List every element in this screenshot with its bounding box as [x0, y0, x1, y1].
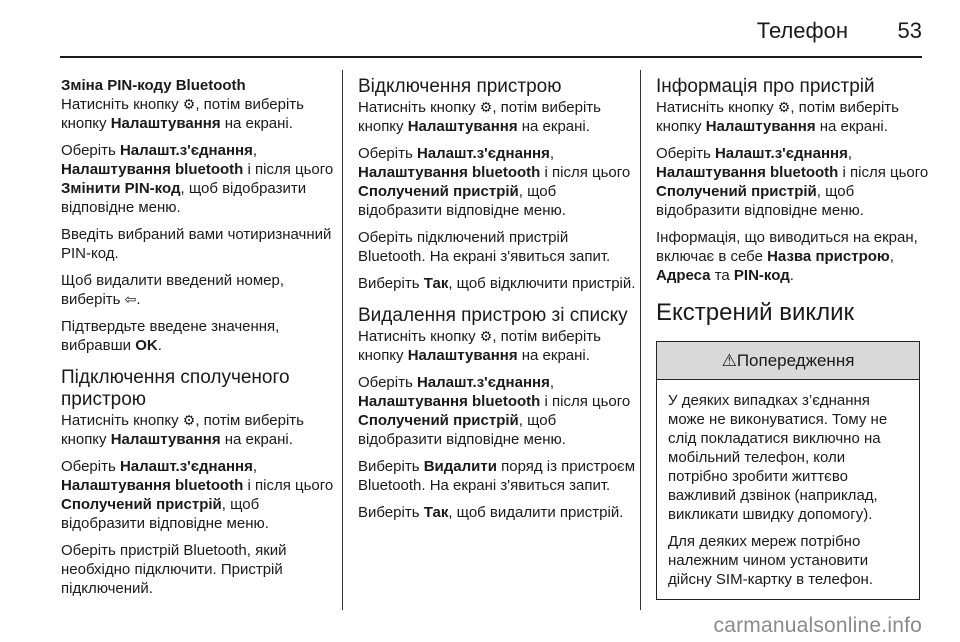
warning-paragraph: У деяких випадках з’єднання може не виконуватися. Тому не слід покладатися виключно на мобільний телефон, коли потрібно зробити життєво важливий дзвінок (наприклад, викликати швидку допомогу).	[668, 392, 888, 523]
menu-term: Так	[423, 275, 449, 292]
text: Оберіть	[358, 374, 417, 391]
text: і після цього	[540, 164, 631, 181]
menu-term: Сполучений пристрій	[358, 183, 519, 200]
menu-term: Налашт.з'єднання	[119, 458, 253, 475]
gear-icon: ⚙	[182, 96, 196, 112]
paragraph	[656, 98, 936, 136]
warning-body	[657, 380, 919, 599]
text: на екрані.	[220, 115, 293, 132]
section-title-disconnect-device: Відключення пристрою	[358, 76, 562, 97]
text: Виберіть	[358, 458, 424, 475]
paragraph	[61, 95, 341, 133]
gear-icon: ⚙	[479, 99, 493, 115]
menu-term: Налашт.з'єднання	[714, 145, 848, 162]
paragraph: Оберіть підключений пристрій Bluetooth. На екрані з'явиться запит.	[358, 229, 611, 265]
section-title-emergency-call: Екстрений виклик	[656, 299, 855, 326]
warning-paragraph: Для деяких мереж потрібно належним чином установити дійсну SIM-картку в телефон.	[668, 533, 874, 588]
page-number: 53	[897, 18, 922, 43]
text: .	[789, 267, 794, 284]
text: Натисніть кнопку	[656, 99, 778, 116]
text: , потім виберіть кнопку	[358, 328, 601, 364]
page-title: Телефон	[756, 18, 848, 43]
text: Підтвердьте введене значення, вибравши	[61, 318, 280, 354]
text: ,	[549, 374, 554, 391]
section-title-change-pin: Зміна PIN-коду Bluetooth	[61, 77, 246, 94]
warning-header	[657, 342, 919, 380]
gear-icon: ⚙	[479, 328, 493, 344]
text: ,	[889, 248, 894, 265]
menu-term: Видалити	[423, 458, 497, 475]
text: .	[136, 291, 141, 308]
text: , щоб відобразити відповідне меню.	[656, 183, 864, 219]
text: на екрані.	[517, 118, 590, 135]
paragraph	[61, 317, 341, 355]
column-divider-1	[342, 70, 343, 610]
menu-term: PIN-код	[733, 267, 790, 284]
section-title-delete-device: Видалення пристрою зі списку	[358, 305, 628, 326]
menu-term: Назва пристрою	[767, 248, 890, 265]
paragraph	[358, 144, 638, 220]
text: , потім виберіть кнопку	[61, 412, 304, 448]
paragraph	[656, 144, 936, 220]
menu-term: Налаштування bluetooth	[61, 477, 244, 494]
header-divider	[60, 56, 922, 58]
paragraph	[358, 274, 638, 293]
menu-term: Сполучений пристрій	[656, 183, 817, 200]
menu-term: Так	[423, 504, 449, 521]
text: , щоб видалити пристрій.	[448, 504, 624, 521]
text: Виберіть	[358, 275, 424, 292]
text: Виберіть	[358, 504, 424, 521]
menu-term: Налаштування	[407, 347, 518, 364]
text: і після цього	[540, 393, 631, 410]
text: Оберіть	[358, 145, 417, 162]
paragraph	[61, 141, 341, 217]
text: , щоб відобразити відповідне меню.	[358, 183, 566, 219]
column-3	[656, 76, 936, 600]
menu-term: Налаштування	[110, 431, 221, 448]
menu-term: Налаштування bluetooth	[358, 164, 541, 181]
text: , щоб відобразити відповідне меню.	[61, 496, 269, 532]
backspace-arrow-icon: ⇦	[124, 291, 137, 307]
text: і після цього	[243, 161, 334, 178]
page-header	[0, 0, 960, 58]
paragraph	[358, 98, 638, 136]
menu-term: Налашт.з'єднання	[416, 145, 550, 162]
menu-term: Налашт.з'єднання	[416, 374, 550, 391]
text: , щоб відключити пристрій.	[448, 275, 636, 292]
text: , щоб відобразити відповідне меню.	[61, 180, 307, 216]
text: , щоб відобразити відповідне меню.	[358, 412, 566, 448]
menu-term: OK	[135, 337, 158, 354]
text: , потім виберіть кнопку	[656, 99, 899, 135]
text: Оберіть	[656, 145, 715, 162]
paragraph	[61, 411, 341, 449]
text: ,	[549, 145, 554, 162]
menu-term: Налаштування bluetooth	[358, 393, 541, 410]
menu-term: Налаштування	[407, 118, 518, 135]
text: на екрані.	[220, 431, 293, 448]
text: на екрані.	[517, 347, 590, 364]
menu-term: Налашт.з'єднання	[119, 142, 253, 159]
text: ,	[252, 458, 257, 475]
paragraph	[358, 373, 638, 449]
text: Натисніть кнопку	[61, 96, 183, 113]
text: і після цього	[243, 477, 334, 494]
paragraph	[61, 271, 341, 309]
section-title-device-info: Інформація про пристрій	[656, 76, 875, 97]
text: Щоб видалити введений номер, виберіть	[61, 272, 285, 308]
menu-term: Адреса	[656, 267, 711, 284]
warning-box	[656, 341, 920, 600]
text: Натисніть кнопку	[61, 412, 183, 429]
paragraph: Введіть вибраний вами чотиризначний PIN-код.	[61, 226, 332, 262]
menu-term: Налаштування bluetooth	[656, 164, 839, 181]
column-divider-2	[640, 70, 641, 610]
menu-term: Налаштування bluetooth	[61, 161, 244, 178]
watermark: carmanualsonline.info	[713, 614, 922, 637]
paragraph: Оберіть пристрій Bluetooth, який необхідно підключити. Пристрій підключений.	[61, 542, 287, 597]
menu-term: Налаштування	[110, 115, 221, 132]
paragraph	[656, 228, 936, 285]
text: ,	[847, 145, 852, 162]
text: поряд із пристроєм Bluetooth. На екрані з'явиться запит.	[358, 458, 636, 494]
menu-term: Налаштування	[705, 118, 816, 135]
column-1	[61, 76, 341, 606]
text: Оберіть	[61, 458, 120, 475]
menu-term: Сполучений пристрій	[61, 496, 222, 513]
column-2	[358, 76, 638, 530]
warning-triangle-icon: ⚠	[721, 351, 737, 370]
text: Оберіть	[61, 142, 120, 159]
text: Натисніть кнопку	[358, 328, 480, 345]
menu-term: Сполучений пристрій	[358, 412, 519, 429]
text: і після цього	[838, 164, 929, 181]
text: ,	[252, 142, 257, 159]
section-title-connect-device: Підключення сполученого пристрою	[61, 367, 290, 410]
warning-title: Попередження	[736, 351, 855, 370]
text: Інформація, що виводиться на екран, включає в себе	[656, 229, 918, 265]
menu-term: Змінити PIN-код	[61, 180, 181, 197]
gear-icon: ⚙	[777, 99, 791, 115]
paragraph	[358, 327, 638, 365]
gear-icon: ⚙	[182, 412, 196, 428]
text: , потім виберіть кнопку	[61, 96, 304, 132]
text: на екрані.	[815, 118, 888, 135]
paragraph	[61, 457, 341, 533]
text: .	[157, 337, 162, 354]
text: Натисніть кнопку	[358, 99, 480, 116]
text: , потім виберіть кнопку	[358, 99, 601, 135]
paragraph	[358, 457, 638, 495]
paragraph	[358, 503, 638, 522]
text: та	[710, 267, 734, 284]
